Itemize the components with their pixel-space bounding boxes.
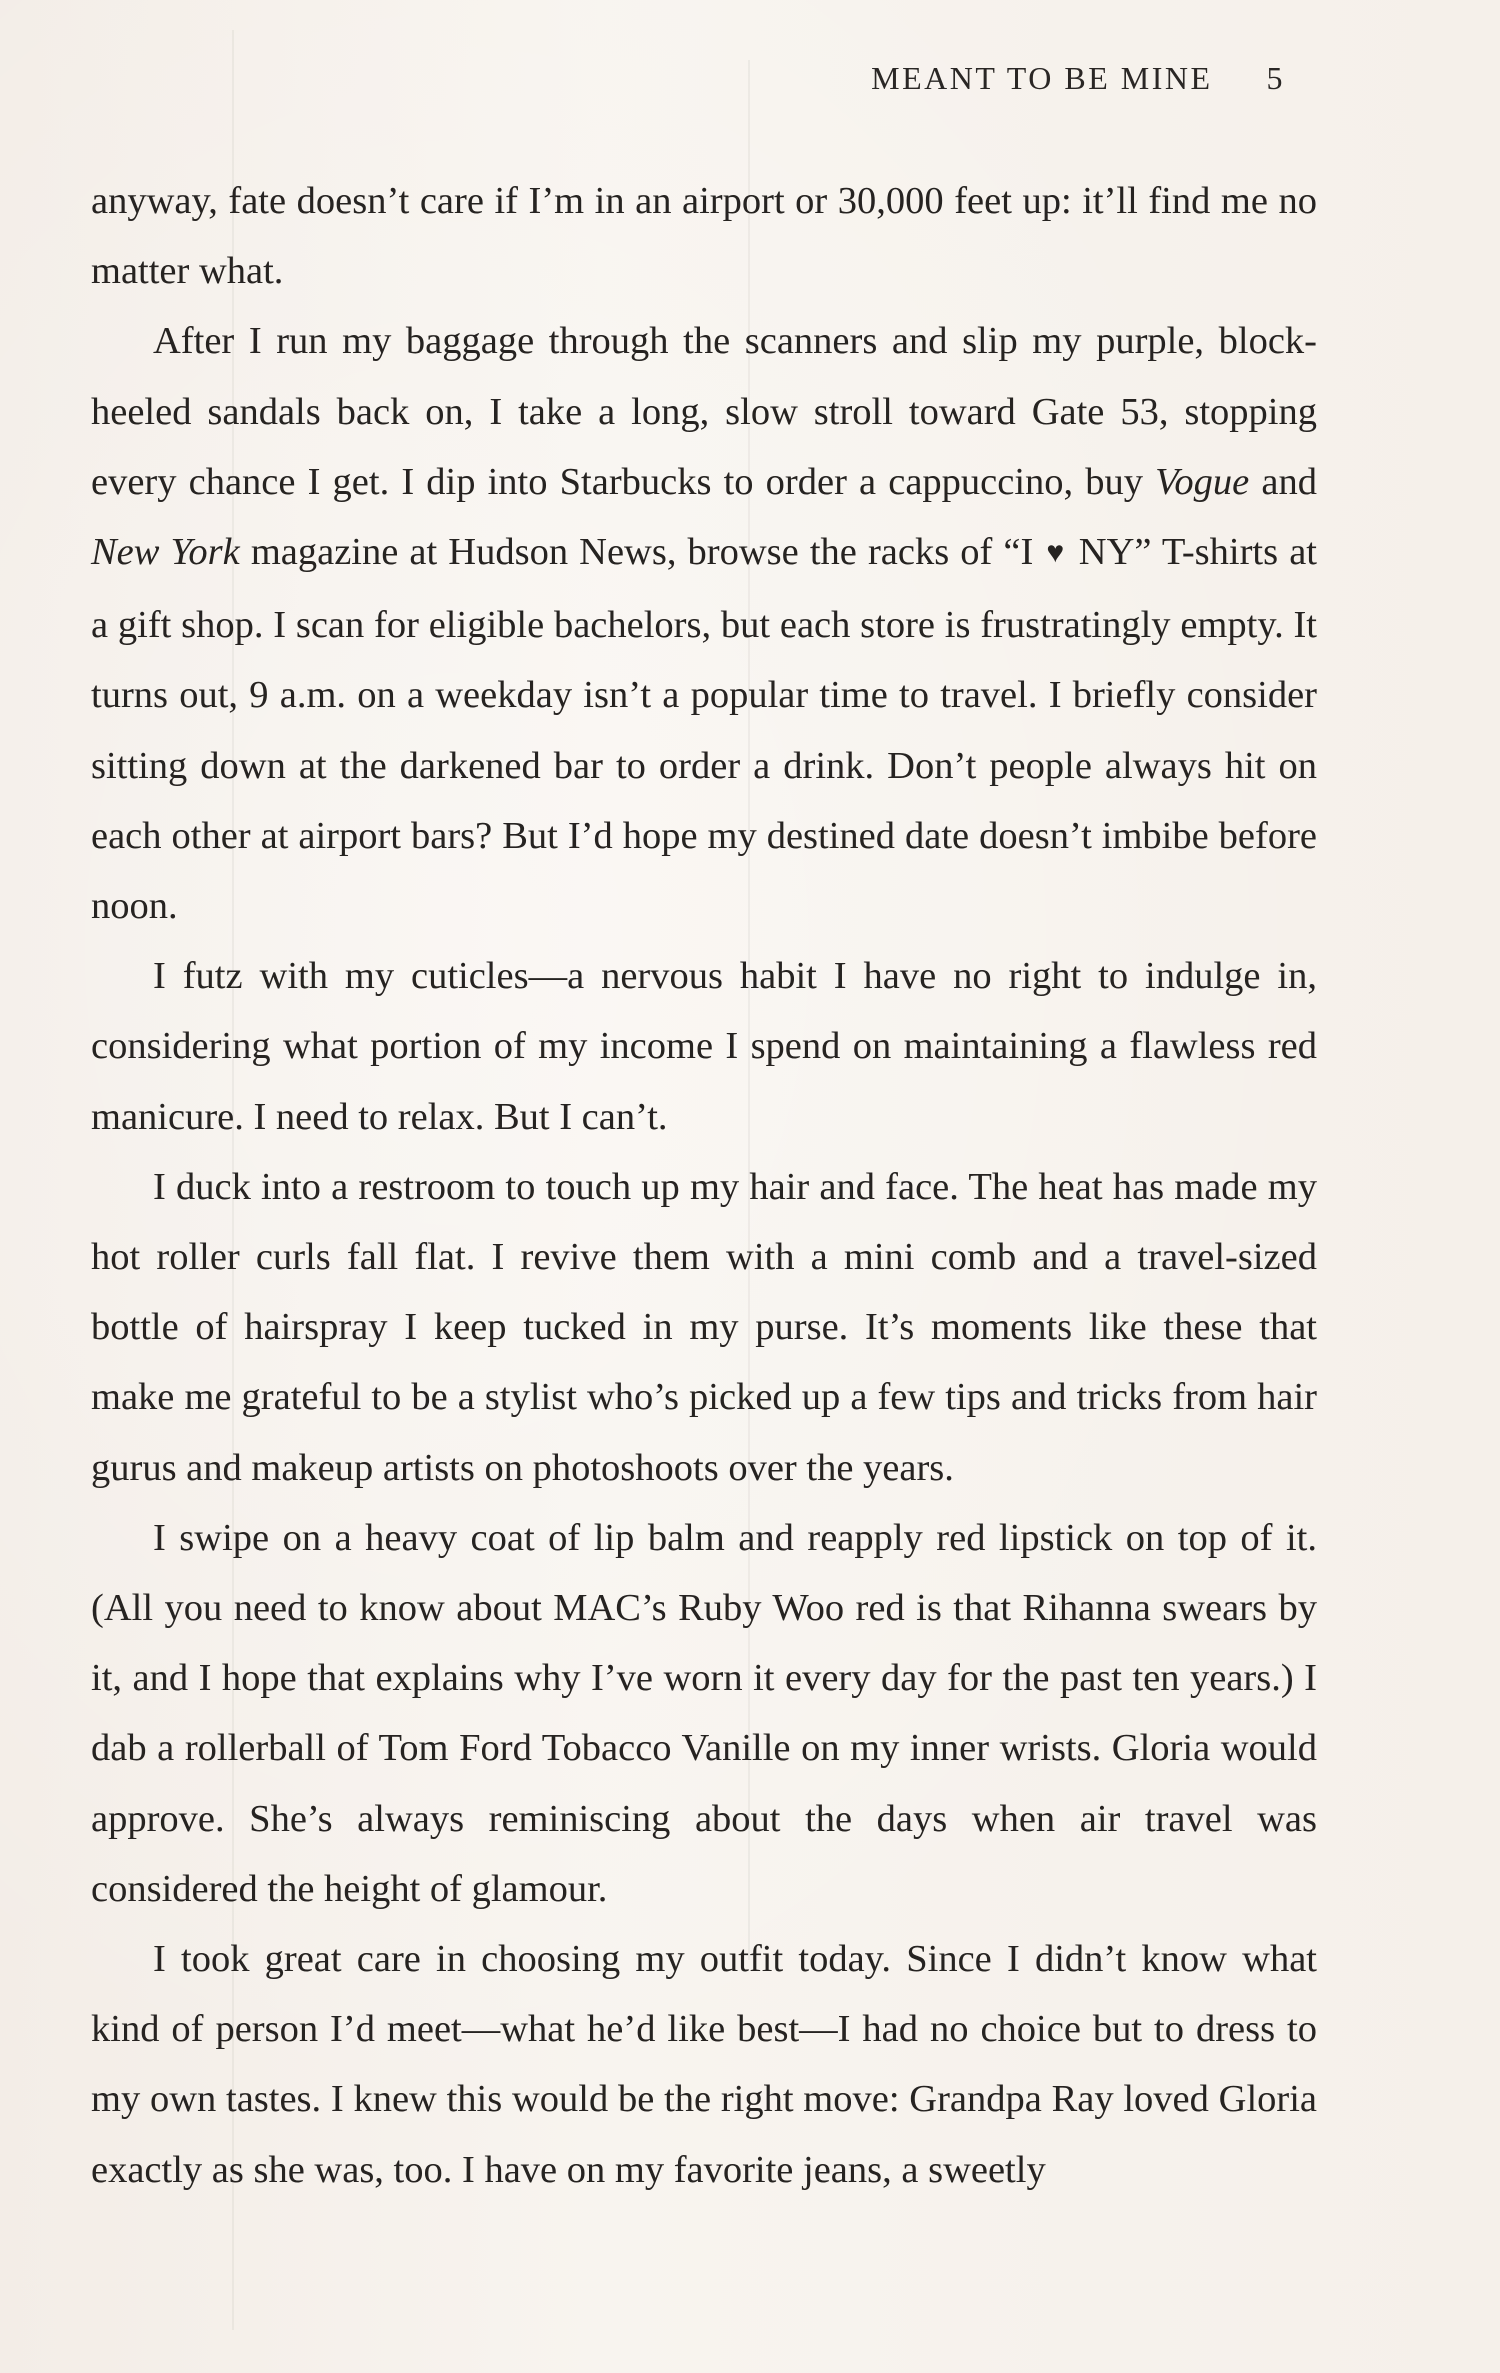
paragraph: I futz with my cuticles—a nervous habit I have no right to indulge in, considering what portion of my income I spend on maintaining a flawless red manicure. I need to relax. But I can’t. [91, 955, 1317, 1138]
magazine-title: New York [91, 531, 240, 574]
page-number: 5 [1266, 60, 1284, 96]
paragraph-continued: anyway, fate doesn’t care if I’m in an airport or 30,000 feet up: it’ll find me no matter what. [91, 180, 1317, 293]
heart-icon: ♥ [1046, 536, 1066, 570]
running-title: MEANT TO BE MINE [871, 60, 1213, 96]
running-header [871, 60, 1284, 97]
magazine-title: Vogue [1155, 460, 1250, 503]
text-run: NY” T-shirts at a gift shop. I scan for eligible bachelors, but each store is frustratingly empty. It turns out, 9 a.m. on a weekday isn’t a popular time to travel. I briefly consider sitting down at the darkened bar to order a drink. Don’t people always hit on each other at airport bars? But I’d hope my destined date doesn’t imbibe before noon. [91, 531, 1317, 928]
paragraph: I took great care in choosing my outfit today. Since I didn’t know what kind of person I’d meet—what he’d like best—I had no choice but to dress to my own tastes. I knew this would be the right move: Grandpa Ray loved Gloria exactly as she was, too. I have on my favorite jeans, a sweetly [91, 1938, 1317, 2191]
paragraph: I duck into a restroom to touch up my hair and face. The heat has made my hot roller curls fall flat. I revive them with a mini comb and a travel-sized bottle of hairspray I keep tucked in my purse. It’s moments like these that make me grateful to be a stylist who’s picked up a few tips and tricks from hair gurus and makeup artists on photoshoots over the years. [91, 1165, 1317, 1489]
body-text [91, 166, 1317, 2205]
text-run: and [1249, 460, 1317, 503]
text-run: magazine at Hudson News, browse the racks of “I [239, 531, 1045, 574]
paragraph: I swipe on a heavy coat of lip balm and reapply red lipstick on top of it. (All you need to know about MAC’s Ruby Woo red is that Rihanna swears by it, and I hope that explains why I’ve worn it every day for the past ten years.) I dab a rollerball of Tom Ford Tobacco Vanille on my inner wrists. Gloria would approve. She’s always reminiscing about the days when air travel was considered the height of glamour. [91, 1516, 1317, 1910]
text-run: After I run my baggage through the scanners and slip my purple, block-heeled sandals back on, I take a long, slow stroll toward Gate 53, stopping every chance I get. I dip into Starbucks to order a cappuccino, buy [91, 320, 1317, 503]
paragraph [91, 306, 1317, 941]
